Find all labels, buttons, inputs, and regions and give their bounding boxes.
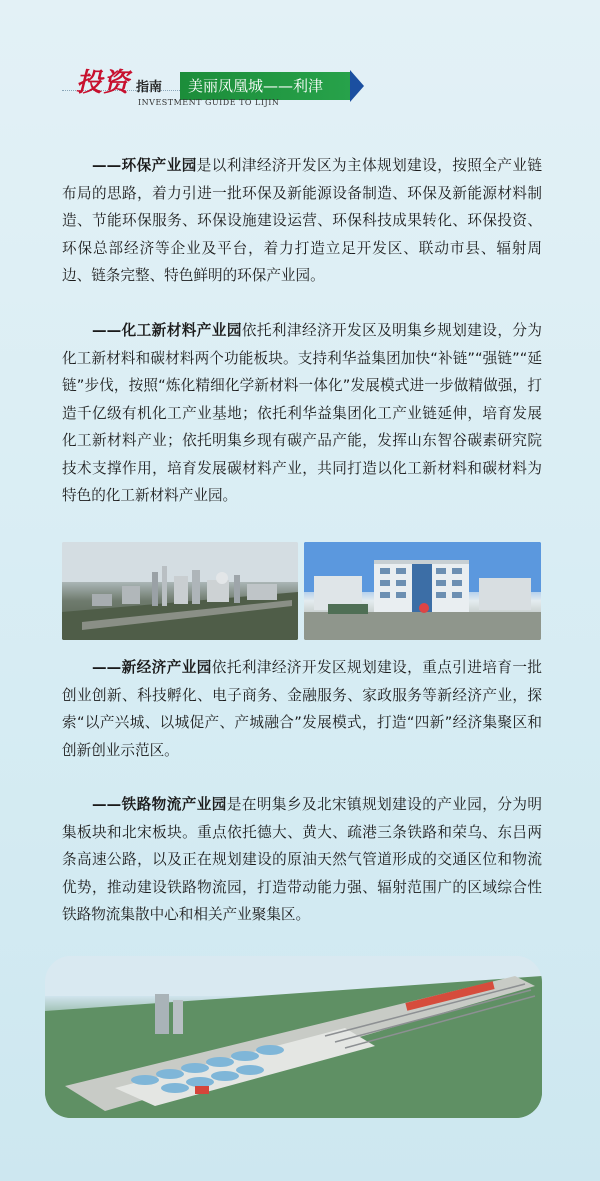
page-header — [62, 62, 382, 112]
paragraph-lead: ——化工新材料产业园 — [92, 322, 242, 339]
paragraph-new-economy-park — [62, 654, 542, 764]
paragraph-lead: ——新经济产业园 — [92, 659, 212, 676]
paragraph-text: 是在明集乡及北宋镇规划建设的产业园，分为明集板块和北宋板块。重点依托德大、黄大、疏港三条铁路和荣乌、东吕两条高速公路，以及正在规划建设的原油天然气管道形成的交通区位和物流优势，推动建设铁路物流园，打造带动能力强、辐射范围广的区域综合性铁路物流集散中心和相关产业聚集区。 — [62, 796, 542, 923]
industrial-park-illustration — [62, 542, 298, 640]
paragraph-environmental-park — [62, 152, 542, 290]
brand-subtitle: 指南 — [136, 80, 163, 95]
header-english: INVESTMENT GUIDE TO LIJIN — [138, 98, 280, 107]
office-building-photo — [304, 542, 541, 640]
rail-logistics-rendering — [45, 956, 542, 1118]
rail-logistics-illustration — [45, 956, 542, 1118]
paragraph-rail-logistics-park — [62, 791, 542, 929]
office-building-illustration — [304, 542, 541, 640]
paragraph-text: 依托利津经济开发区及明集乡规划建设，分为化工新材料和碳材料两个功能板块。支持利华益集团加快“补链”“强链”“延链”步伐，按照“炼化精细化学新材料一体化”发展模式进一步做精做强，打造千亿级有机化工产业基地；依托利华益集团化工产业链延伸，培育发展化工新材料产业；依托明集乡现有碳产品产能，发挥山东智谷碳素研究院技术支撑作用，培育发展碳材料产业，共同打造以化工新材料和碳材料为特色的化工新材料产业园。 — [62, 322, 542, 504]
paragraph-lead: ——环保产业园 — [92, 157, 197, 174]
brand-title: 投资 — [76, 68, 131, 98]
paragraph-text: 是以利津经济开发区为主体规划建设，按照全产业链布局的思路，着力引进一批环保及新能源设备制造、环保及新能源材料制造、节能环保服务、环保设施建设运营、环保科技成果转化、环保投资、环保总部经济等企业及平台，着力打造立足开发区、联动市县、辐射周边、链条完整、特色鲜明的环保产业园。 — [62, 157, 542, 284]
industrial-park-photo — [62, 542, 298, 640]
banner-arrow-icon — [350, 70, 364, 102]
paragraph-lead: ——铁路物流产业园 — [92, 796, 227, 813]
paragraph-chemical-park — [62, 317, 542, 510]
header-banner: 美丽凤凰城——利津 — [180, 72, 350, 100]
paragraph-text: 依托利津经济开发区规划建设，重点引进培育一批创业创新、科技孵化、电子商务、金融服务、家政服务等新经济产业，探索“以产兴城、以城促产、产城融合”发展模式，打造“四新”经济集聚区和创新创业示范区。 — [62, 659, 542, 759]
